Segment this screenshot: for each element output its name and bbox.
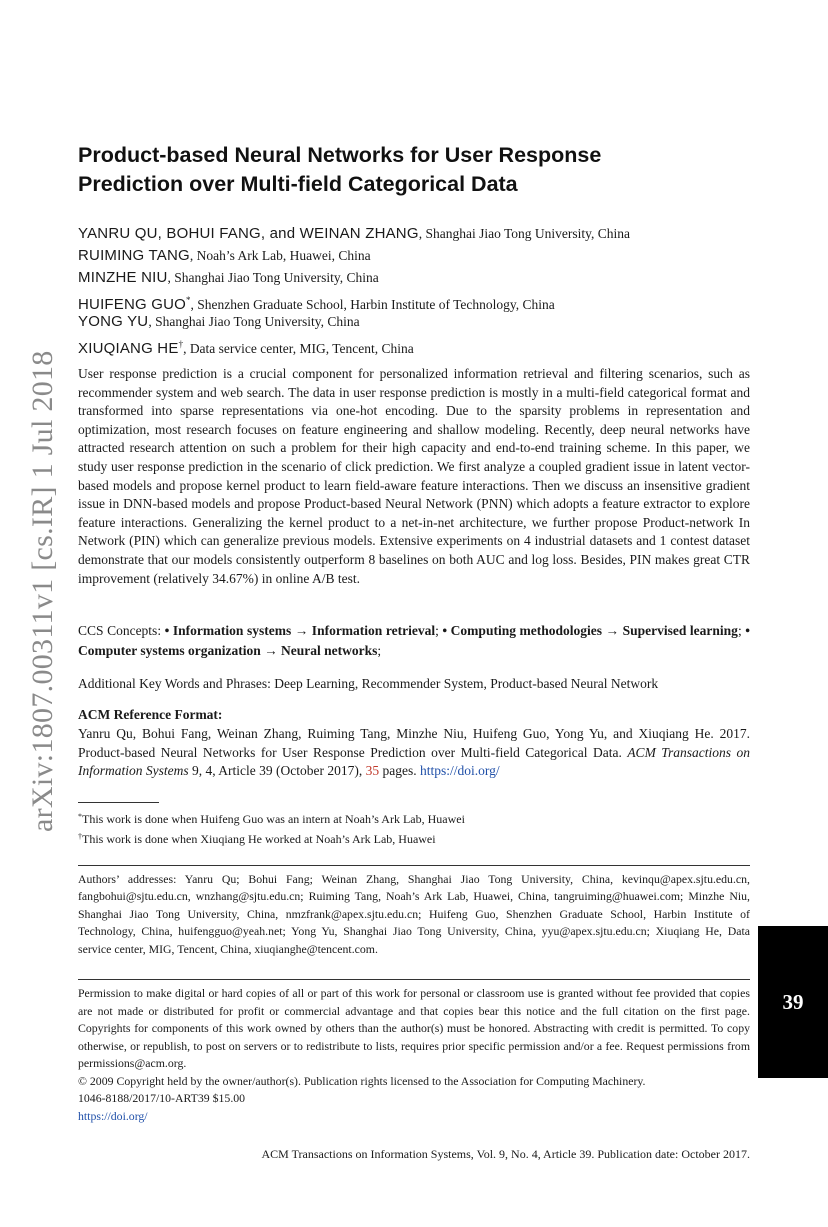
issn-line: 1046-8188/2017/10-ART39 $15.00 <box>78 1091 246 1105</box>
reference-journal: ACM Transactions on Information Systems <box>78 744 750 779</box>
footnote-marker: * <box>78 812 82 821</box>
footnote-marker: † <box>78 832 82 841</box>
footnote-text: This work is done when Xiuqiang He worked at Noah’s Ark Lab, Huawei <box>82 832 436 846</box>
reference-doi-link[interactable]: https://doi.org/ <box>419 763 500 779</box>
reference-issue: 9, 4, Article 39 (October 2017), <box>188 763 366 779</box>
author-list <box>78 223 750 355</box>
author-line <box>78 267 750 289</box>
permission-divider <box>78 979 750 980</box>
keywords: Additional Key Words and Phrases: Deep Learning, Recommender System, Product-based Neural Network <box>78 676 659 691</box>
reference-citation: Yanru Qu, Bohui Fang, Weinan Zhang, Ruiming Tang, Minzhe Niu, Huifeng Guo, Yong Yu, and Xiuqiang He. 2017. Product-based Neural Networks for User Response Prediction over Multi-field Categorical Data. <box>78 725 750 760</box>
author-affiliation: , Data service center, MIG, Tencent, China <box>183 341 414 356</box>
author-names: MINZHE NIU <box>78 269 168 286</box>
footnote-divider <box>78 802 159 803</box>
page-number: 39 <box>782 989 804 1014</box>
author-line <box>78 289 750 311</box>
ccs-item: • Computing methodologies → Supervised learning <box>442 623 738 638</box>
author-affiliation: , Shanghai Jiao Tong University, China <box>148 314 360 329</box>
author-affiliation: , Shenzhen Graduate School, Harbin Institute of Technology, China <box>190 297 555 312</box>
permission-text: Permission to make digital or hard copies of all or part of this work for personal or classroom use is granted without fee provided that copies are not made or distributed for profit or commercial advantage and that copies bear this notice and the full citation on the first page. Copyrights for components of this work owned by others than the author(s) must be honored. Abstracting with credit is permitted. To copy otherwise, or republish, to post on servers or to redistribute to lists, requires prior specific permission and/or a fee. Request permissions from permissions@acm.org. <box>78 986 750 1070</box>
footnote <box>78 808 750 828</box>
author-line <box>78 245 750 267</box>
author-line <box>78 311 750 333</box>
author-names: XIUQIANG HE <box>78 340 179 357</box>
author-names: YANRU QU, BOHUI FANG, and WEINAN ZHANG <box>78 225 419 242</box>
footnote-marker: * <box>186 295 191 305</box>
ccs-item: • Information systems → Information retrieval <box>164 623 436 638</box>
page-number-tab <box>758 926 828 1078</box>
author-names: YONG YU <box>78 313 149 330</box>
ccs-concepts: CCS Concepts: • Information systems → Information retrieval; • Computing methodologies → Supervised learning; • Computer systems organization → Neural networks; <box>78 623 750 658</box>
paper-title <box>78 141 750 199</box>
page-count-link[interactable]: 35 <box>365 763 380 779</box>
footnote <box>78 828 750 848</box>
ccs-prefix: CCS Concepts: <box>78 623 165 638</box>
author-line <box>78 223 750 245</box>
author-affiliation: , Shanghai Jiao Tong University, China <box>418 226 631 241</box>
copyright-line: © 2009 Copyright held by the owner/author(s). Publication rights licensed to the Association for Computing Machinery. <box>78 1073 646 1088</box>
authors-addresses: Authors’ addresses: Yanru Qu; Bohui Fang; Weinan Zhang, Shanghai Jiao Tong University, China, kevinqu@apex.sjtu.edu.cn, fangbohui@sjtu.edu.cn, wnzhang@sjtu.edu.cn; Ruiming Tang, Noah’s Ark Lab, Huawei, China, tangruiming@huawei.com; Minzhe Niu, Shanghai Jiao Tong University, China, nmzfrank@apex.sjtu.edu.cn; Huifeng Guo, Shenzhen Graduate School, Harbin Institute of Technology, China, huifengguo@yeah.net; Yong Yu, Shanghai Jiao Tong University, China, yyu@apex.sjtu.edu.cn; Xiuqiang He, Data service center, MIG, Tencent, China, xiuqianghe@tencent.com. <box>78 872 750 956</box>
footnote-text: This work is done when Huifeng Guo was an intern at Noah’s Ark Lab, Huawei <box>82 812 465 826</box>
footnote-marker: † <box>178 339 184 349</box>
permission-doi-link[interactable]: https://doi.org/ <box>78 1108 148 1123</box>
permission-notice <box>78 985 750 1125</box>
author-affiliation: , Noah’s Ark Lab, Huawei, China <box>189 248 371 263</box>
acm-reference-format <box>78 706 750 781</box>
title-line-2: Prediction over Multi-field Categorical Data <box>78 172 518 196</box>
running-footer: ACM Transactions on Information Systems, Vol. 9, No. 4, Article 39. Publication date: October 2017. <box>261 1147 750 1161</box>
author-line <box>78 333 750 355</box>
footnotes <box>78 808 750 848</box>
author-names: RUIMING TANG <box>78 247 190 264</box>
reference-text <box>78 725 750 781</box>
reference-heading: ACM Reference Format: <box>78 707 223 722</box>
arxiv-identifier-stamp: arXiv:1807.00311v1 [cs.IR] 1 Jul 2018 <box>26 350 59 832</box>
author-affiliation: , Shanghai Jiao Tong University, China <box>167 270 379 285</box>
title-line-1: Product-based Neural Networks for User Response <box>78 143 602 167</box>
addresses-divider <box>78 865 750 866</box>
abstract: User response prediction is a crucial component for personalized information retrieval and filtering scenarios, such as recommender system and web search. The data in user response prediction is mostly in a multi-field categorical format and transformed into sparse representations via one-hot encoding. Due to the sparsity problems in representation and optimization, most research focuses on feature engineering and shallow modeling. Recently, deep neural networks have attracted research attention on such a problem for their high capacity and end-to-end training scheme. In this paper, we study user response prediction in the scenario of click prediction. We first analyze a coupled gradient issue in latent vector-based models and propose kernel product to learn field-aware feature interactions. Then we discuss an insensitive gradient issue in DNN-based models and propose Product-based Neural Network (PNN) which adopts a feature extractor to explore feature interactions. Generalizing the kernel product to a net-in-net architecture, we further propose Product-network In Network (PIN) which can generalize previous models. Extensive experiments on 4 industrial datasets and 1 contest dataset demonstrate that our models consistently outperform 8 baselines on both AUC and log loss. Besides, PIN makes great CTR improvement (relatively 34.67%) in online A/B test. <box>78 366 750 586</box>
reference-pages-suffix: pages. <box>379 763 420 779</box>
author-names: HUIFENG GUO <box>78 296 187 313</box>
ccs-item: • Computer systems organization → Neural networks <box>78 623 750 658</box>
